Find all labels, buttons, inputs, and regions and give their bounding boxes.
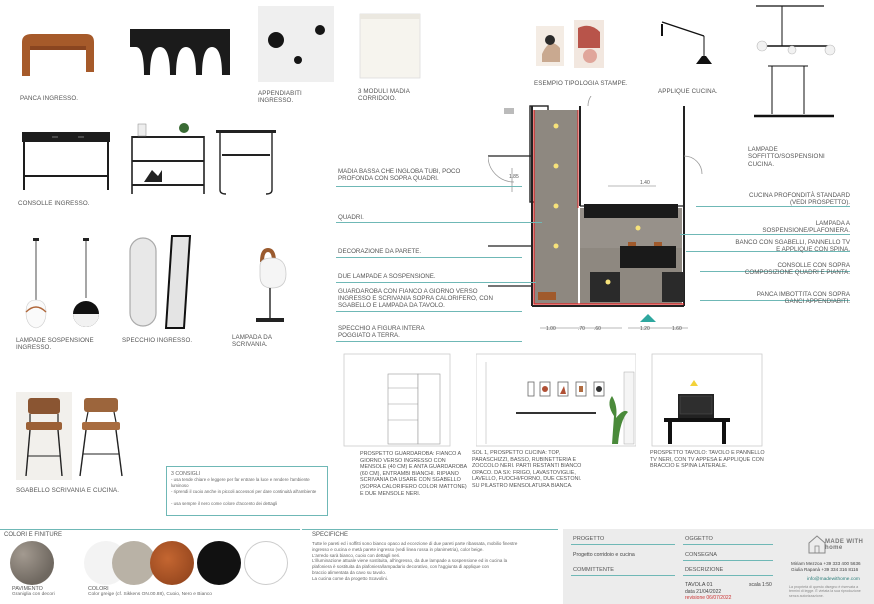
panca-image [18, 28, 98, 86]
elevation-cucina-text: SOL 1, PROSPETTO CUCINA: TOP, PARASCHIZZI, BASSO, RUBINETTERIA E ZOCCOLO NERI. PARTI RESTANTI BIANCO OPACO. DA SX: FRIGO, LAVASTOVIGLIE, LAVELLO, FUOCHI/FORNO, DUE CESTONI. SU PILASTRO MENSOLATURA BIANCA. [472, 450, 582, 489]
dim-120: 1.20 [640, 326, 650, 332]
specifiche-line-1: Tutte le pareti ed i soffitti sono bianco opaco ad eccezione di due pareti parte ribassata, mobilio finestre [312, 541, 518, 546]
sgabello-label: SGABELLO SCRIVANIA E CUCINA. [16, 487, 120, 494]
house-logo-icon [807, 533, 827, 555]
swatch-cuoio [150, 541, 194, 585]
tb-data: data 21/04/2022 [685, 589, 722, 595]
tb-scala: scala 1:50 [749, 582, 772, 588]
swatch-nero [197, 541, 241, 585]
specifiche-line-3: L'arredo sarà bianco, cuoio con dettagli neri. [312, 552, 401, 558]
stampe-label: ESEMPIO TIPOLOGIA STAMPE. [534, 80, 628, 87]
specifiche-line-4: L'illuminazione attuale viene sostituita, all'ingresso, da due lampade a sospensione ed in cucina la [312, 558, 508, 564]
callout-guardaroba: GUARDAROBA CON FIANCO A GIORNO VERSO INGRESSO E SCRIVANIA SOPRA CALORIFERO, CON SGABELLO E LAMPADA DA TAVOLO. [338, 288, 493, 310]
moduli-madia-image [358, 10, 422, 82]
consolle-label: CONSOLLE INGRESSO. [18, 200, 90, 207]
callout-panca: PANCA IMBOTTITA CON SOPRA GANCI APPENDIABITI. [756, 291, 850, 306]
callout-cucina: CUCINA PROFONDITÀ STANDARD (VEDI PROSPETTO). [749, 192, 850, 207]
consolle-metal-image [212, 124, 280, 196]
pavimento-title: PAVIMENTO [12, 586, 43, 592]
callout-decorazione: DECORAZIONE DA PARETE. [338, 248, 422, 255]
dim-100: 1.00 [546, 326, 556, 332]
specifiche-text [312, 541, 562, 582]
dim-070: .70 [578, 326, 585, 332]
consigli-box [166, 466, 328, 516]
finiture-divider [0, 529, 300, 530]
moduli-madia-black-image [126, 25, 234, 83]
callout-banco: BANCO CON SGABELLI, PANNELLO TV E APPLIQUE CON SPINA. [735, 239, 850, 254]
lampade-soffitto-image [748, 0, 848, 126]
colori-desc: Color greige (cf. Sikkens ON.00.88), Cuoio, Nero e Bianco [88, 592, 212, 597]
colori-title: COLORI [88, 586, 109, 592]
callout-madia: MADIA BASSA CHE INGLOBA TUBI, POCO PROFONDA CON SOPRA QUADRI. [338, 168, 461, 183]
tb-designer2: Giulia Rapanà +39 334 316 8116 [791, 567, 859, 572]
dim-160: 1.60 [672, 326, 682, 332]
elevation-cucina [476, 352, 636, 448]
pavimento-desc: Graniglia con decori [12, 592, 55, 597]
callout-specchio: SPECCHIO A FIGURA INTERA POGGIATO A TERRA. [338, 325, 425, 340]
sgabello-image-1 [16, 392, 72, 480]
tb-email: info@madewithome.com [807, 577, 860, 582]
swatch-bianco [244, 541, 288, 585]
elevation-tavolo [650, 352, 764, 448]
stampe-image [534, 18, 608, 74]
lampade-sosp-label: LAMPADE SOSPENSIONE INGRESSO. [16, 337, 94, 352]
specifiche-title: SPECIFICHE [312, 532, 349, 538]
tb-descrizione-k: DESCRIZIONE [685, 567, 724, 573]
title-block [563, 529, 874, 604]
consolle-image [18, 126, 114, 196]
elevation-guardaroba [342, 352, 452, 448]
specifiche-line-6: braccio alimentata da cavo su tavolo. [312, 569, 387, 575]
panca-label: PANCA INGRESSO. [20, 95, 79, 102]
consigli-item-1: - usa tende chiare e leggere per far entrare la luce e rendere l'ambiente luminoso [171, 477, 310, 488]
moduli-label: 3 MODULI MADIA CORRIDOIO. [358, 88, 410, 103]
floor-plan [488, 96, 722, 340]
dim-060: .60 [594, 326, 601, 332]
tb-brand: MADE WITH home [825, 539, 864, 551]
tb-designer: Miriam Mezzoa +39 333 400 5636 [791, 561, 861, 566]
tb-note: La proprietà di questo disegno è riservata a termini di legge. È vietata la sua riproduzione senza autorizzazione. [789, 585, 861, 598]
tb-progetto-v: Progetto corridoio e cucina [573, 552, 635, 558]
consigli-title: 3 CONSIGLI [171, 471, 201, 477]
lampade-soffitto-label: LAMPADE SOFFITTO/SOSPENSIONI CUCINA. [748, 146, 825, 168]
callout-lampada: LAMPADA A SOSPENSIONE/PLAFONIERA. [762, 220, 850, 235]
specifiche-line-5: plafoniera è sostituita da plafoniera/lampadario decorativo, con l'aggiunta di applique con [312, 564, 489, 570]
dim-140: 1.40 [640, 180, 650, 186]
lampada-scrivania-label: LAMPADA DA SCRIVANIA. [232, 334, 272, 349]
specifiche-line-2: ingresso e cucina e metà parete ingresso (vedi linea rossa in planimetria), color beige. [312, 546, 484, 552]
tb-oggetto-k: OGGETTO [685, 536, 713, 542]
finiture-title: COLORI E FINITURE [4, 532, 63, 538]
dim-185: 1.85 [509, 174, 519, 180]
applique-image [656, 14, 726, 74]
specchio-label: SPECCHIO INGRESSO. [122, 337, 193, 344]
sgabello-image-2 [74, 392, 130, 480]
appendiabiti-label: APPENDIABITI INGRESSO. [258, 90, 302, 105]
specchio-image [124, 234, 200, 332]
tb-progetto-k: PROGETTO [573, 536, 605, 542]
tb-consegna-k: CONSEGNA [685, 552, 718, 558]
applique-label: APPLIQUE CUCINA. [658, 88, 718, 95]
callout-consolle: CONSOLLE CON SOPRA COMPOSIZIONE QUADRI E PIANTA. [744, 262, 850, 277]
consolle-alt-image [126, 120, 208, 196]
elevation-guardaroba-text: PROSPETTO GUARDAROBA: FIANCO A GIORNO VERSO INGRESSO CON MENSOLE (40 CM) E ANTA GUARDAROBA (60 CM), ENTRAMBI BIANCHI. RIPIANO SCRIVANIA DA USARE CON SGABELLO (SOPRA CALORIFERO COLOR MATTONE) E DUE MENSOLE NERI. [360, 451, 467, 497]
tb-committente-k: COMMITTENTE [573, 567, 615, 573]
tb-tavola: TAVOLA 01 [685, 582, 713, 588]
consigli-item-3: - usa sempre il nero come colore d'accento dei dettagli [171, 501, 278, 506]
consigli-item-2: - riprendi il cuoio anche in piccoli accessori per dare continuità all'ambiente [171, 489, 317, 494]
specifiche-divider [302, 529, 558, 530]
specifiche-line-7: La cucina come da progetto Scavolini. [312, 575, 389, 581]
callout-due-lampade: DUE LAMPADE A SOSPENSIONE. [338, 273, 436, 280]
swatch-pavimento [10, 541, 54, 585]
tb-revisione: revisione 06/07/2022 [685, 595, 732, 601]
elevation-tavolo-text: PROSPETTO TAVOLO: TAVOLO E PANNELLO TV NERI, CON TV APPESA E APPLIQUE CON BRACCIO E SPINA LATERALE. [650, 450, 765, 470]
lampade-sospensione-image [16, 234, 114, 332]
callout-quadri: QUADRI. [338, 214, 364, 221]
appendiabiti-image [258, 6, 334, 82]
lampada-scrivania-image [244, 244, 300, 328]
